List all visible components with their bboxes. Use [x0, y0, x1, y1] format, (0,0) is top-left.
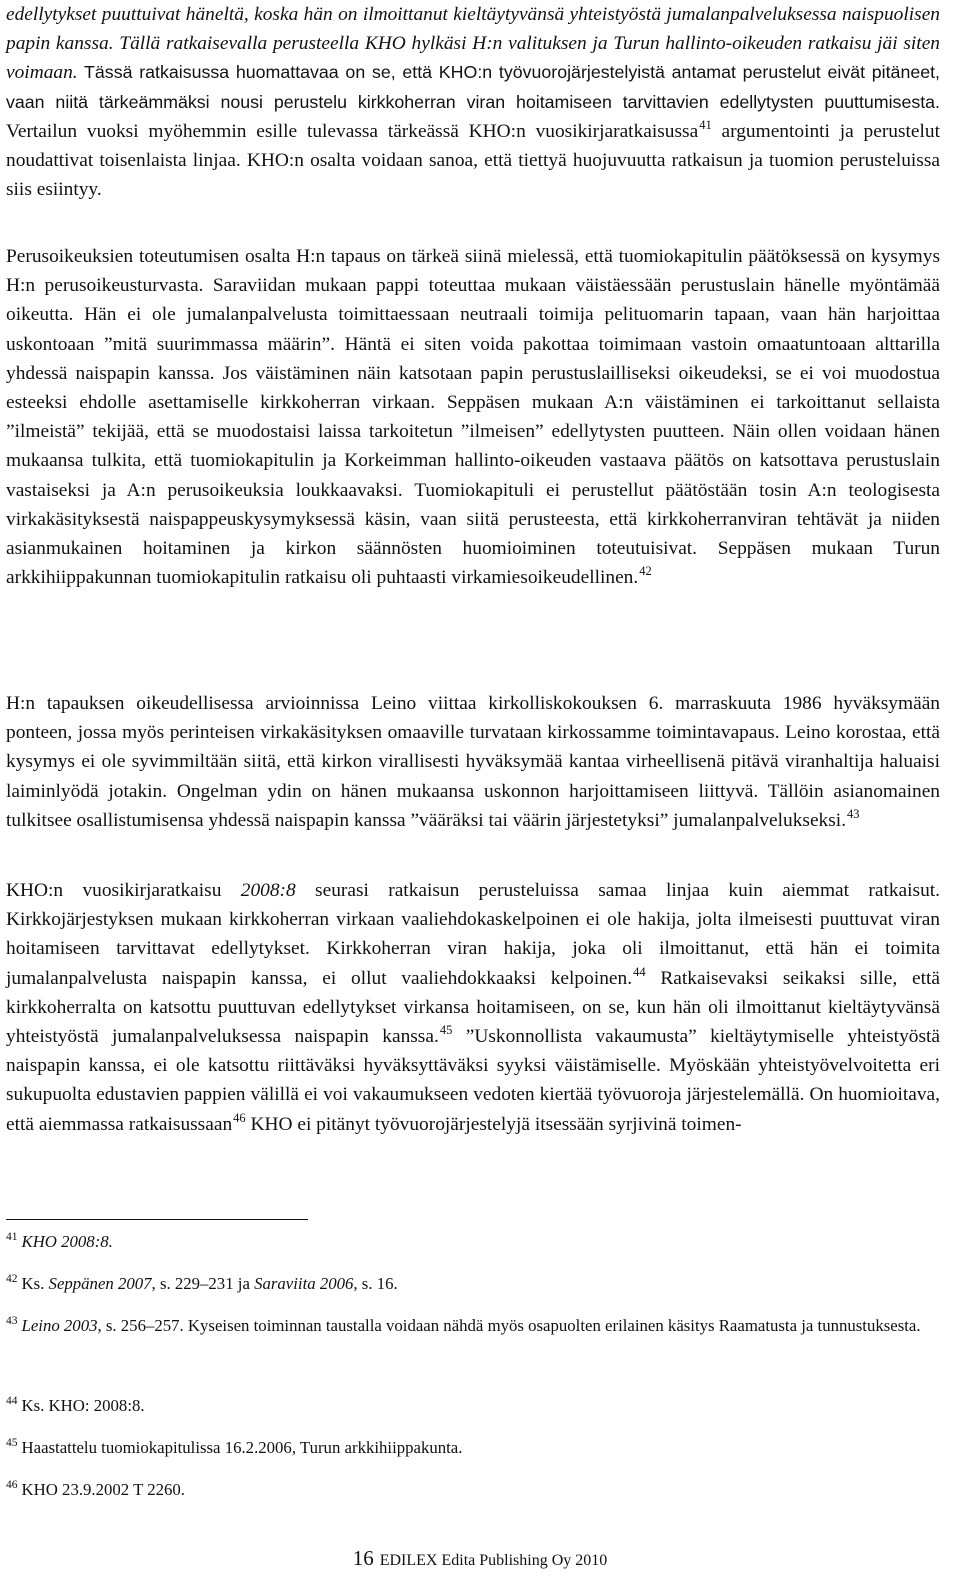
paragraph-4-text-b: seurasi ratkaisun perusteluissa samaa linjaa kuin aiemmat ratkaisut. Kirkkojärjestyksen mukaan kirkkoherran virkaan vaaliehdokaskelpoinen ei ole hakija, jolta ilmeisesti puuttuvat viran hoitamiseen tarvittavat edellytykset. Kirkkoherran viran hakija, joka oli ilmoittanut, että hän ei toimita jumalanpalvelusta naispapin kanssa, ei ollut vaaliehdokkaaksi kelpoinen. [6, 880, 940, 989]
paragraph-1-italic: edellytykset puuttuivat häneltä, koska hän on ilmoittanut kieltäytyvänsä yhteistyöstä jumalanpalveluksessa naispuolisen papin kanssa. Tällä ratkaisevalla perusteella KHO hylkäsi H:n valituksen ja Turun hallinto-oikeuden ratkaisu jäi siten voimaan. [6, 4, 940, 84]
footnote-46 [6, 1478, 940, 1502]
footnote-number: 46 [6, 1479, 18, 1491]
paragraph-1 [6, 0, 940, 204]
paragraph-4-text-a: KHO:n vuosikirjaratkaisu [6, 880, 241, 901]
footnote-text: , s. 16. [353, 1274, 398, 1293]
paragraph-3-text: H:n tapauksen oikeudellisessa arvioinnissa Leino viittaa kirkolliskokouksen 6. marraskuuta 1986 hyväksymään ponteen, jossa myös perinteisen virkakäsityksen omaaville turvataan kirkossamme toimintavapaus. Leino korostaa, että kysymys ei ole syvimmiltään siitä, että kirkon virallisesti hyväksymää kantaa virheellisenä pitävä viranhaltija haluaisi laiminlyödä jotakin. Ongelman ydin on hänen mukaansa uskonnon harjoittamiseen liittyvä. Tällöin asianomainen tulkitsee osallistumisensa yhdessä naispapin kanssa ”vääräksi tai väärin järjestetyksi” jumalanpalvelukseksi. [6, 693, 940, 831]
footnote-ref-41[interactable]: 41 [699, 117, 712, 132]
paragraph-3 [6, 689, 940, 835]
footnote-number: 42 [6, 1273, 18, 1285]
footnote-text: , s. 256–257. Kyseisen toiminnan taustalla voidaan nähdä myös osapuolten erilainen käsitys Raamatusta ja tunnustuksesta. [97, 1316, 921, 1335]
paragraph-4-text-d: ”Uskonnollista vakaumusta” kieltäytymiselle yhteistyöstä naispapin kanssa, ei ole katsottu riittäväksi hyväksyttäväksi syyksi väistämiselle. Myöskään yhteistyövelvoitetta eri sukupuolta edustavien pappien välillä ei voi vakaumukseen vedoten kiertää työvuoroja järjestelemällä. On huomioitava, että aiemmassa ratkaisussaan [6, 1026, 940, 1135]
paragraph-4-italic-ref: 2008:8 [240, 880, 296, 901]
footnote-42 [6, 1272, 940, 1296]
footnote-number: 45 [6, 1437, 18, 1449]
footnote-45 [6, 1436, 940, 1460]
footnote-text: Ks. [21, 1274, 49, 1293]
footnote-ref-46[interactable]: 46 [233, 1110, 246, 1125]
footnote-citation: Seppänen 2007 [48, 1274, 152, 1293]
paragraph-2 [6, 242, 940, 592]
paragraph-4-text-c: Ratkaisevaksi seikaksi sille, että kirkkoherralta on katsottu puuttuvan edellytykset virkansa hoitamiseen, on se, kun hän oli ilmoittanut kieltäytyvänsä yhteistyöstä jumalanpalveluksessa naispapin kanssa. [6, 967, 940, 1048]
publisher-line: EDILEX Edita Publishing Oy 2010 [379, 1552, 608, 1569]
paragraph-1-sans: Tässä ratkaisussa huomattavaa on se, että KHO:n työvuorojärjestelyistä antamat perustelut eivät pitäneet, vaan niitä tärkeämmäksi nousi perustelu kirkkoherran viran hoitamiseen tarvittavien edellytysten puuttumisesta. [6, 62, 940, 112]
footnote-43 [6, 1314, 940, 1338]
paragraph-1-text-b: Vertailun vuoksi myöhemmin esille tulevassa tärkeässä KHO:n vuosikirjaratkaisussa [6, 120, 699, 142]
footnote-ref-43[interactable]: 43 [847, 806, 860, 821]
page-number: 16 [352, 1546, 374, 1570]
page-footer [0, 1546, 960, 1571]
footnote-ref-44[interactable]: 44 [633, 964, 646, 979]
footnote-text: Ks. KHO: 2008:8. [21, 1396, 145, 1415]
footnote-44 [6, 1394, 940, 1418]
paragraph-2-text: Perusoikeuksien toteutumisen osalta H:n tapaus on tärkeä siinä mielessä, että tuomiokapitulin päätöksessä on kysymys H:n perusoikeusturvasta. Saraviidan mukaan pappi toteuttaa mukaan väistäessään perustuslain hänelle myöntämää oikeutta. Hän ei ole jumalanpalvelusta toimittaessaan neutraali toimija pelituomarin tapaan, vaan hän harjoittaa uskontoaan ”mitä suurimmassa määrin”. Häntä ei siten voida pakottaa toimimaan vastoin omaatuntoaan alttarilla yhdessä naispapin kanssa. Jos väistäminen näin katsotaan papin perustuslailliseksi oikeudeksi, se ei voi muodostua esteeksi ehdolle asettamiselle kirkkoherran virkaan. Seppäsen mukaan A:n väistäminen ei tarkoittanut sellaista ”ilmeistä” tekijää, että se muodostaisi laissa tarkoitetun ”ilmeisen” edellytysten puutteen. Näin ollen voidaan hänen mukaansa tulkita, että tuomiokapitulin ja Korkeimman hallinto-oikeuden vastaava päätös on katsottava perustuslain vastaiseksi ja A:n perusoikeuksia loukkaavaksi. Tuomiokapituli ei perustellut päätöstään tosin A:n teologisesta virkakäsityksestä naispappeuskysymyksessä käsin, vaan siitä perusteesta, että kirkkoherranviran tehtävät ja niiden asianmukainen hoitaminen ja kirkon säännösten huomioiminen toteutuisivat. Seppäsen mukaan Turun arkkihiippakunnan tuomiokapitulin ratkaisu oli puhtaasti virkamiesoikeudellinen. [6, 246, 940, 589]
footnote-text: Haastattelu tuomiokapitulissa 16.2.2006, Turun arkkihiippakunta. [21, 1438, 463, 1457]
footnote-text: , s. 229–231 ja [151, 1274, 255, 1293]
footnote-41 [6, 1230, 940, 1254]
footnote-number: 43 [6, 1315, 18, 1327]
paragraph-4 [6, 876, 940, 1139]
footnote-citation: Leino 2003 [21, 1316, 98, 1335]
footnote-number: 41 [6, 1231, 18, 1243]
paragraph-1-text-c: argumentointi ja perustelut noudattivat toisenlaista linjaa. KHO:n osalta voidaan sanoa, että tiettyä huojuvuutta ratkaisun ja tuomion perusteluissa siis esiintyy. [6, 120, 940, 201]
footnote-divider [6, 1219, 308, 1220]
footnote-number: 44 [6, 1395, 18, 1407]
footnote-ref-45[interactable]: 45 [439, 1023, 453, 1038]
footnote-text: KHO 23.9.2002 T 2260. [21, 1480, 185, 1499]
footnote-text: KHO 2008:8. [21, 1232, 113, 1251]
paragraph-4-text-e: KHO ei pitänyt työvuorojärjestelyjä itsessään syrjivinä toimen- [245, 1113, 742, 1135]
footnote-citation: Saraviita 2006 [254, 1274, 354, 1293]
footnote-ref-42[interactable]: 42 [639, 564, 652, 579]
